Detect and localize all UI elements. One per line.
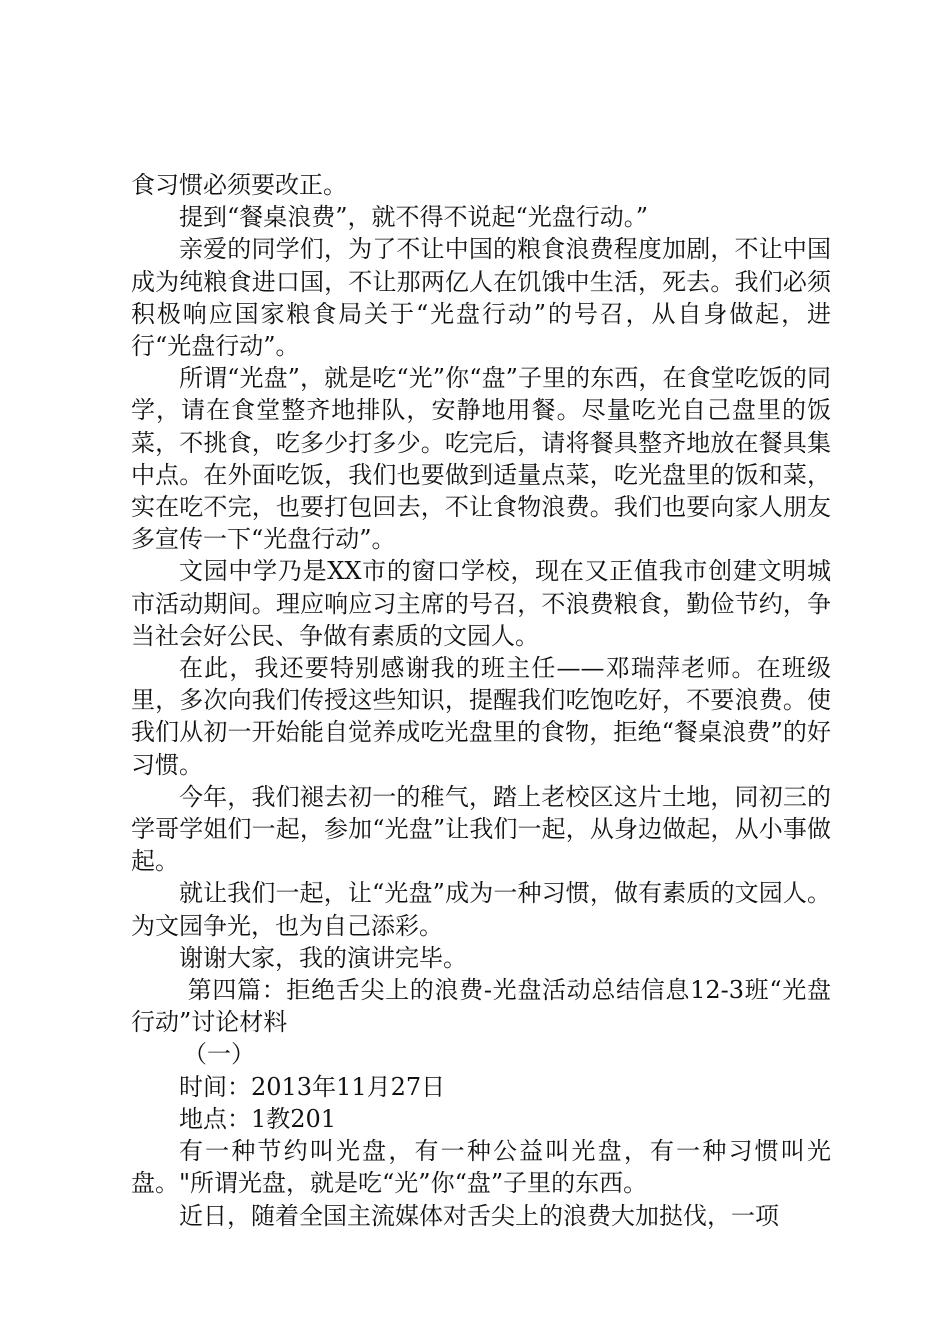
- paragraph-1: 食习惯必须要改正。: [131, 171, 347, 199]
- paragraph-5: 文园中学乃是XX市的窗口学校，现在又正值我市创建文明城市活动期间。理应响应习主席的号召，不浪费粮食，勤俭节约，争当社会好公民、争做有素质的文园人。: [131, 557, 831, 650]
- paragraph-9: 谢谢大家，我的演讲完毕。: [179, 943, 467, 972]
- section-number: （一）: [183, 1040, 255, 1069]
- paragraph-4: 所谓“光盘”，就是吃“光”你“盘”子里的东西，在食堂吃饭的同学，请在食堂整齐地排队，安静地用餐。尽量吃光自己盘里的饭菜，不挑食，吃多少打多少。吃完后，请将餐具整齐地放在餐具集中点。在外面吃饭，我们也要做到适量点菜，吃光盘里的饭和菜，实在吃不完，也要打包回去，不让食物浪费。我们也要向家人朋友多宣传一下“光盘行动”。: [131, 364, 831, 554]
- paragraph-11: 近日，随着全国主流媒体对舌尖上的浪费大加挞伐，一项: [179, 1201, 779, 1230]
- section-heading: [131, 974, 831, 1038]
- paragraph-2: 提到“餐桌浪费”，就不得不说起“光盘行动。”: [179, 203, 649, 232]
- paragraph-6: 在此，我还要特别感谢我的班主任——邓瑞萍老师。在班级里，多次向我们传授这些知识，提醒我们吃饱吃好，不要浪费。使我们从初一开始能自觉养成吃光盘里的食物，拒绝“餐桌浪费”的好习惯。: [131, 654, 831, 779]
- place-line: 地点：1教201: [179, 1104, 337, 1133]
- paragraph-8: 就让我们一起，让“光盘”成为一种习惯，做有素质的文园人。为文园争光，也为自己添彩。: [131, 879, 831, 940]
- document-body: [131, 169, 831, 1232]
- section-heading-text: 第四篇：拒绝舌尖上的浪费-光盘活动总结信息12-3班“光盘行动”讨论材料: [131, 976, 831, 1037]
- time-line: 时间：2013年11月27日: [179, 1072, 446, 1101]
- paragraph-10: 有一种节约叫光盘，有一种公益叫光盘，有一种习惯叫光盘。"所谓光盘，就是吃“光”你“盘”子里的东西。: [131, 1137, 831, 1198]
- paragraph-7: 今年，我们褪去初一的稚气，踏上老校区这片土地，同初三的学哥学姐们一起，参加“光盘”让我们一起，从身边做起，从小事做起。: [131, 782, 831, 876]
- paragraph-3: 亲爱的同学们，为了不让中国的粮食浪费程度加剧，不让中国成为纯粮食进口国，不让那两亿人在饥饿中生活，死去。我们必须积极响应国家粮食局关于“光盘行动”的号召，从自身做起，进行“光盘行动”。: [131, 235, 831, 361]
